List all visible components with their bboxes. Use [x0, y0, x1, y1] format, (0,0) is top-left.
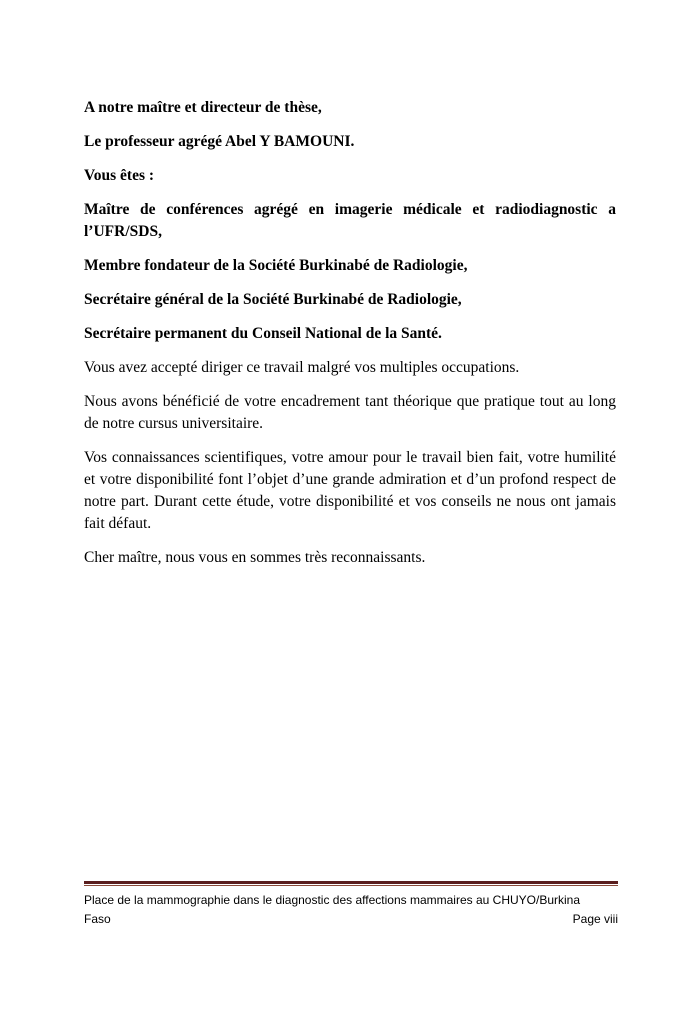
footer-divider-thin	[84, 885, 618, 886]
heading-intro: Vous êtes :	[84, 167, 155, 184]
heading-addressee: A notre maître et directeur de thèse,	[84, 99, 322, 116]
title-item: Maître de conférences agrégé en imagerie médicale et radiodiagnostic a l’UFR/SDS,	[84, 201, 616, 240]
title-item: Secrétaire général de la Société Burkinabé de Radiologie,	[84, 291, 462, 308]
heading-name: Le professeur agrégé Abel Y BAMOUNI.	[84, 133, 355, 150]
title-item: Membre fondateur de la Société Burkinabé de Radiologie,	[84, 257, 468, 274]
page-content	[84, 97, 616, 581]
footer-title-continued: Faso	[84, 912, 111, 926]
footer-divider	[84, 881, 618, 884]
title-item: Secrétaire permanent du Conseil National de la Santé.	[84, 325, 442, 342]
page-footer	[84, 891, 618, 929]
page-number: Page viii	[572, 912, 618, 926]
footer-bottom-row	[84, 910, 618, 929]
body-paragraph: Vous avez accepté diriger ce travail malgré vos multiples occupations.	[84, 359, 520, 376]
footer-title: Place de la mammographie dans le diagnostic des affections mammaires au CHUYO/Burkina	[84, 893, 581, 907]
body-paragraph: Nous avons bénéficié de votre encadrement tant théorique que pratique tout au long de notre cursus universitaire.	[84, 393, 616, 432]
body-paragraph: Vos connaissances scientifiques, votre amour pour le travail bien fait, votre humilité et votre disponibilité font l’objet d’une grande admiration et d’un profond respect de notre part. Durant cette étude, votre disponibilité et vos conseils ne nous ont jamais fait défaut.	[84, 449, 616, 532]
body-paragraph: Cher maître, nous vous en sommes très reconnaissants.	[84, 549, 426, 566]
